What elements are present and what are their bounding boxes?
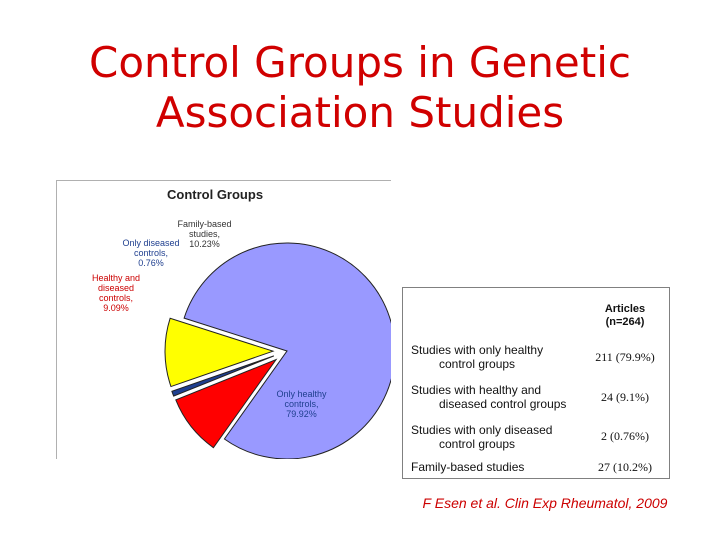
row-label-line: control groups — [439, 357, 516, 372]
slide-title-line-2: Association Studies — [155, 88, 565, 137]
label-line: diseased — [97, 283, 135, 293]
articles-column-header — [581, 288, 670, 338]
row-label — [403, 377, 582, 417]
row-value: 27 (10.2%) — [598, 459, 652, 474]
label-line: studies, — [188, 229, 221, 239]
row-value: 2 (0.76%) — [601, 429, 649, 444]
table-header-empty — [403, 288, 582, 338]
header-line: (n=264) — [605, 315, 645, 328]
label-line: 79.92% — [286, 409, 317, 419]
table-row — [403, 377, 670, 417]
pie-chart — [56, 180, 391, 459]
header-line: Articles — [604, 302, 646, 315]
table-row — [403, 417, 670, 457]
table-row — [403, 457, 670, 479]
slide-title-line-1: Control Groups in Genetic — [89, 38, 631, 87]
row-label-line: Family-based studies — [411, 460, 525, 475]
label-line: 10.23% — [189, 239, 220, 249]
row-label-line: diseased control groups — [439, 397, 567, 411]
articles-table — [402, 287, 670, 479]
label-line: Only healthy — [276, 389, 327, 399]
label-line: Family-based — [177, 219, 232, 229]
slice-label-healthy-and-diseased — [81, 273, 151, 313]
label-line: 9.09% — [103, 303, 129, 313]
table-row — [403, 338, 670, 378]
row-label-line: Studies with only healthy — [411, 343, 544, 358]
label-line: controls, — [98, 293, 133, 303]
citation: F Esen et al. Clin Exp Rheumatol, 2009 — [422, 495, 668, 511]
label-line: controls, — [284, 399, 319, 409]
slice-label-only-healthy — [269, 389, 334, 419]
row-value: 24 (9.1%) — [601, 389, 649, 404]
row-label-line: Studies with healthy and — [411, 383, 542, 397]
row-label — [403, 338, 582, 378]
row-label-line: control groups — [439, 436, 516, 451]
table-header-row — [403, 288, 670, 338]
row-label — [403, 417, 582, 457]
slice-label-only-diseased — [121, 238, 181, 268]
row-label-line: Studies with only diseased — [411, 422, 553, 437]
chart-title: Control Groups — [167, 187, 264, 202]
label-line: Only diseased — [122, 238, 180, 248]
label-line: Healthy and — [91, 273, 141, 283]
row-label — [403, 457, 582, 479]
label-line: 0.76% — [138, 258, 164, 268]
slice-label-family-based — [172, 219, 237, 249]
label-line: controls, — [133, 248, 168, 258]
row-value: 211 (79.9%) — [595, 349, 655, 364]
slide-title — [0, 38, 720, 138]
